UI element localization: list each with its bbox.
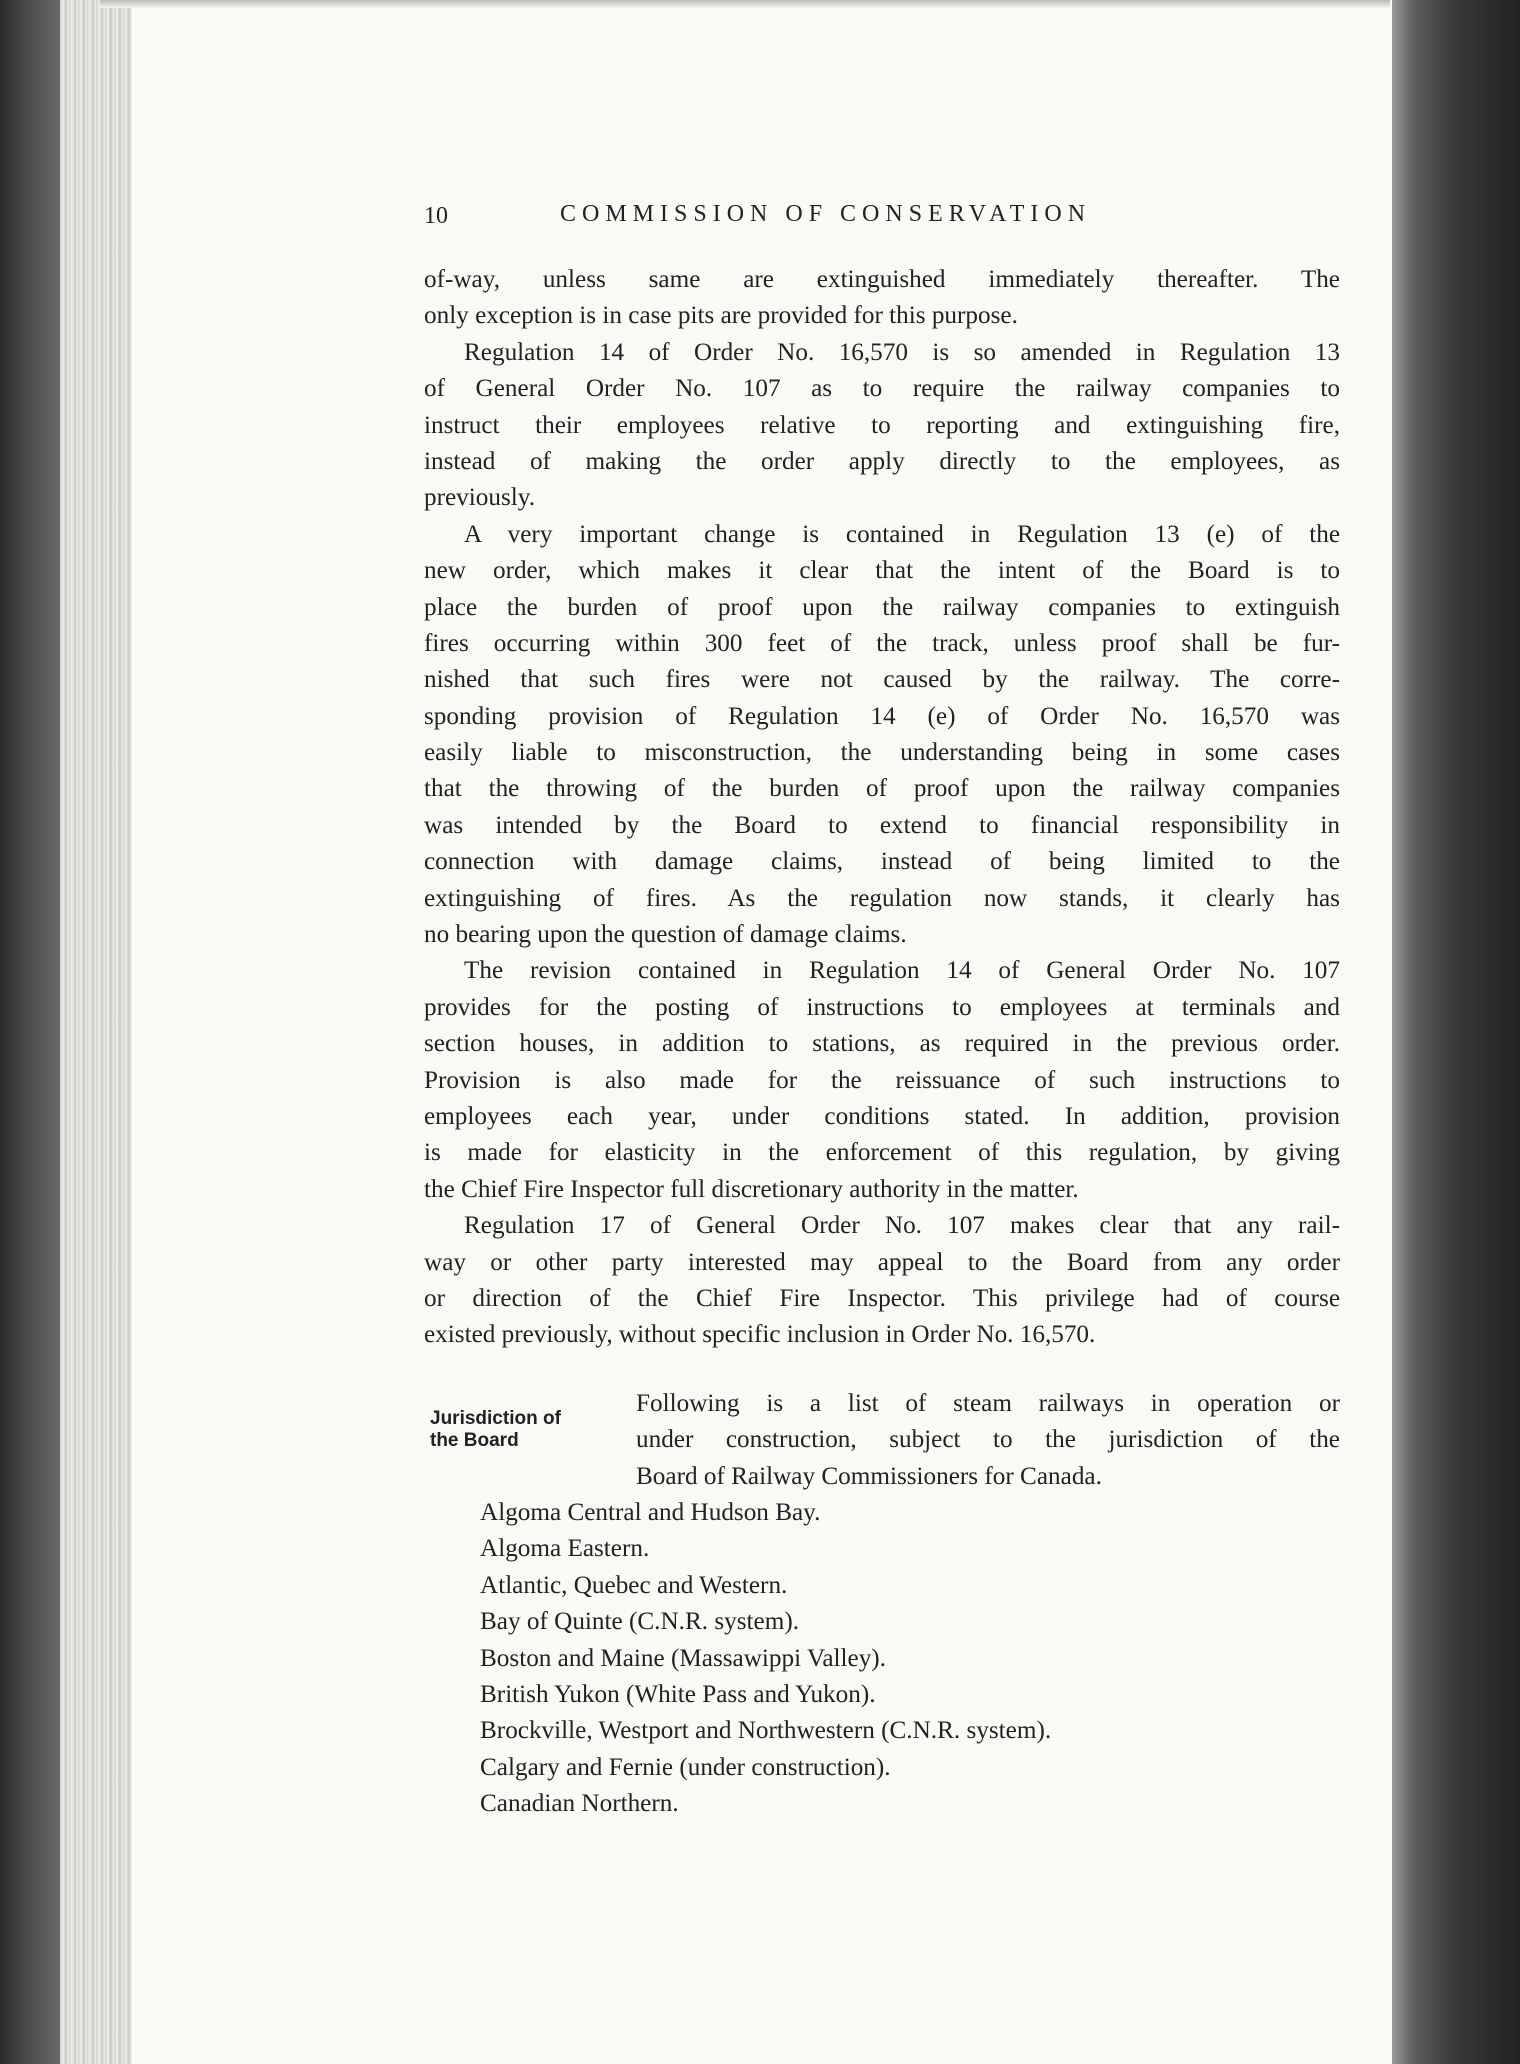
intro-line: Board of Railway Commissioners for Canada. (636, 1462, 1102, 1490)
list-item: Atlantic, Quebec and Western. (480, 1571, 788, 1599)
page-number: 10 (424, 203, 448, 229)
body-line: Provision is also made for the reissuance of such instructions to (424, 1066, 1340, 1094)
list-item: British Yukon (White Pass and Yukon). (480, 1680, 876, 1708)
list-item: Bay of Quinte (C.N.R. system). (480, 1608, 800, 1636)
running-head: COMMISSION OF CONSERVATION (560, 201, 1092, 227)
body-line: existed previously, without specific inclusion in Order No. 16,570. (424, 1321, 1096, 1349)
body-line: instead of making the order apply directly to the employees, as (424, 447, 1340, 475)
book-gutter-shadow (0, 0, 64, 2064)
body-line: provides for the posting of instructions to employees at terminals and (424, 993, 1340, 1021)
body-line: was intended by the Board to extend to financial responsibility in (424, 811, 1340, 839)
body-line: employees each year, under conditions stated. In addition, provision (424, 1102, 1340, 1130)
sidenote-line: the Board (430, 1430, 519, 1451)
body-line: nished that such fires were not caused by the railway. The corre- (424, 666, 1340, 694)
intro-line: Following is a list of steam railways in operation or (636, 1390, 1340, 1417)
body-line: A very important change is contained in Regulation 13 (e) of the (464, 520, 1340, 548)
body-line: of General Order No. 107 as to require the railway companies to (424, 375, 1340, 403)
list-item: Calgary and Fernie (under construction). (480, 1753, 891, 1781)
body-line: or direction of the Chief Fire Inspector. This privilege had of course (424, 1284, 1340, 1312)
body-line: instruct their employees relative to reporting and extinguishing fire, (424, 411, 1340, 439)
body-text (424, 262, 1340, 1354)
body-line: The revision contained in Regulation 14 of General Order No. 107 (464, 957, 1340, 985)
body-line: extinguishing of fires. As the regulation now stands, it clearly has (424, 884, 1340, 912)
body-line: connection with damage claims, instead of being limited to the (424, 848, 1340, 876)
page-top-edge (100, 0, 1390, 8)
body-line: is made for elasticity in the enforcement of this regulation, by giving (424, 1139, 1340, 1167)
list-item: Boston and Maine (Massawippi Valley). (480, 1644, 886, 1672)
body-line: place the burden of proof upon the railway companies to extinguish (424, 593, 1340, 621)
margin-sidenote (430, 1408, 610, 1452)
list-item: Algoma Eastern. (480, 1535, 650, 1563)
body-line: Regulation 17 of General Order No. 107 makes clear that any rail- (464, 1212, 1340, 1240)
list-item: Canadian Northern. (480, 1790, 679, 1818)
body-line: way or other party interested may appeal to the Board from any order (424, 1248, 1340, 1276)
list-item: Brockville, Westport and Northwestern (C.N.R. system). (480, 1717, 1052, 1745)
body-line: Regulation 14 of Order No. 16,570 is so amended in Regulation 13 (464, 338, 1340, 366)
body-line: sponding provision of Regulation 14 (e) of Order No. 16,570 was (424, 702, 1340, 730)
intro-line: under construction, subject to the jurisdiction of the (636, 1426, 1340, 1454)
body-line: that the throwing of the burden of proof upon the railway companies (424, 775, 1340, 803)
body-line: easily liable to misconstruction, the understanding being in some cases (424, 739, 1340, 767)
body-line: fires occurring within 300 feet of the track, unless proof shall be fur- (424, 629, 1340, 657)
body-line: no bearing upon the question of damage claims. (424, 921, 907, 949)
body-line: section houses, in addition to stations, as required in the previous order. (424, 1030, 1340, 1058)
body-line: only exception is in case pits are provided for this purpose. (424, 302, 1018, 330)
railway-list (480, 1495, 1340, 1823)
body-line: new order, which makes it clear that the intent of the Board is to (424, 557, 1340, 585)
body-line: of-way, unless same are extinguished immediately thereafter. The (424, 266, 1340, 293)
sidenote-line: Jurisdiction of (430, 1408, 561, 1429)
body-line: previously. (424, 484, 535, 512)
book-right-edge (1392, 0, 1520, 2064)
page-edges (60, 0, 132, 2064)
list-item: Algoma Central and Hudson Bay. (480, 1499, 821, 1526)
body-line: the Chief Fire Inspector full discretionary authority in the matter. (424, 1175, 1079, 1203)
list-intro (636, 1386, 1340, 1495)
